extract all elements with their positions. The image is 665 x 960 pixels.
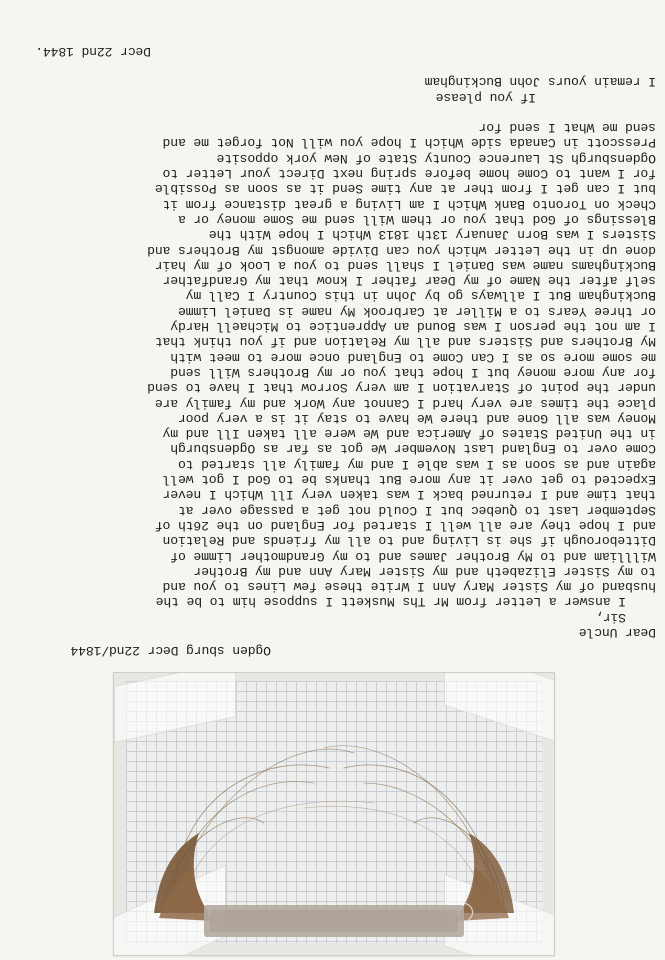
body-line: husband of my Sister Mary Ann I Write these few Lines to you and	[162, 579, 656, 595]
body-line: self after the Name of my Dear father I know that my Grandfather	[162, 273, 656, 289]
body-line: Ditteborough if she is Living and to all my friends and Relation	[162, 533, 656, 549]
salutation-line-2: Sir,	[595, 609, 626, 625]
body-line: Buckingham But I allways go by John in this Country I Call my	[185, 288, 656, 304]
body-line: done up in the Letter which you can Divide amongst my Brothers and	[147, 242, 656, 258]
body-line: Buckinghams name was Daniel I shall send to you a Look of my hair	[155, 257, 656, 273]
body-line: Sisters I was Born January 13th 1813 Which I hope With the	[208, 227, 656, 243]
spacer	[8, 59, 656, 74]
body-line: place the times are very hard I Cannot any Work and my family are	[155, 395, 656, 411]
body-line: but I can get I from ther at any time Send it as soon as Possible	[155, 181, 656, 197]
body-line: Presscott in Canada side Which I hope you will Not forget me and	[162, 135, 656, 151]
spacer	[8, 105, 656, 120]
body-line: for I want to Come home before spring next Direct your Letter to	[162, 166, 656, 182]
body-line: I answer a Letter from Mr Ths Muskett I suppose him to be the	[155, 594, 626, 610]
body-line: under the point of Starvation I am very Sorrow that I have to send	[147, 380, 656, 396]
body-line: again and as soon as I was able I and my family all started to	[178, 456, 656, 472]
body-line: Come over to England Last November We got as far as Ogdensburgh	[170, 441, 656, 457]
closing-date: Decr 22nd 1844.	[35, 43, 151, 59]
body-line: me some more so as I Can Come to England once more to meet with	[170, 349, 656, 365]
closing-line-2: I remain yours John Buckingham	[424, 74, 656, 90]
heading-date: Ogden sburg Decr 22nd/1844	[70, 643, 271, 658]
body-line: September Last to Quebec but I Could not get a passage over at	[178, 502, 656, 518]
body-line: send me What I send for	[478, 120, 656, 136]
body-line: and I hope they are all well I started for England on the 26th of	[155, 517, 656, 533]
lock-of-hair-illustration	[114, 673, 554, 955]
body-line: for any more money but I hope that you or my Brothers Will send	[170, 364, 656, 380]
body-line: to my Sister Elizabeth and my Sister Mary Ann and my Brother	[193, 563, 656, 579]
body-line: Money was all Gone and there We have to stay it is a very poor	[178, 410, 656, 426]
closing-line-1: If you please	[435, 89, 536, 105]
body-line: My Brothers and Sisters and all my Relation and if you think that	[155, 334, 656, 350]
body-line: Expected to get over it any more But thanks be to God I got well	[162, 472, 656, 488]
body-line: Check on Toronto Bank Which I am Living a great distance from it	[162, 196, 656, 212]
letter-text-rotated	[8, 8, 656, 658]
body-line: Ogdensburgh St Laurence County State of New york opposite	[216, 150, 656, 166]
body-line: or three Years to a Miller at Carbrook My name is Daniel Limme	[178, 303, 656, 319]
salutation-line-1: Dear Uncle	[578, 625, 656, 640]
body-line: I am not the person I was Bound an Apprentice to Michaell Hardy	[170, 319, 656, 335]
body-line: in the United States of America and We were all taken Ill and my	[162, 426, 656, 442]
body-line: that time and I returned back I was taken very Ill Which I never	[162, 487, 656, 503]
hair-specimen-card	[113, 672, 555, 956]
body-line: Blessings of God that you or them Will send me Some money or a	[178, 211, 656, 227]
body-line: Willliam and to My Brother James and to my Grandmother Limme of	[170, 548, 656, 564]
